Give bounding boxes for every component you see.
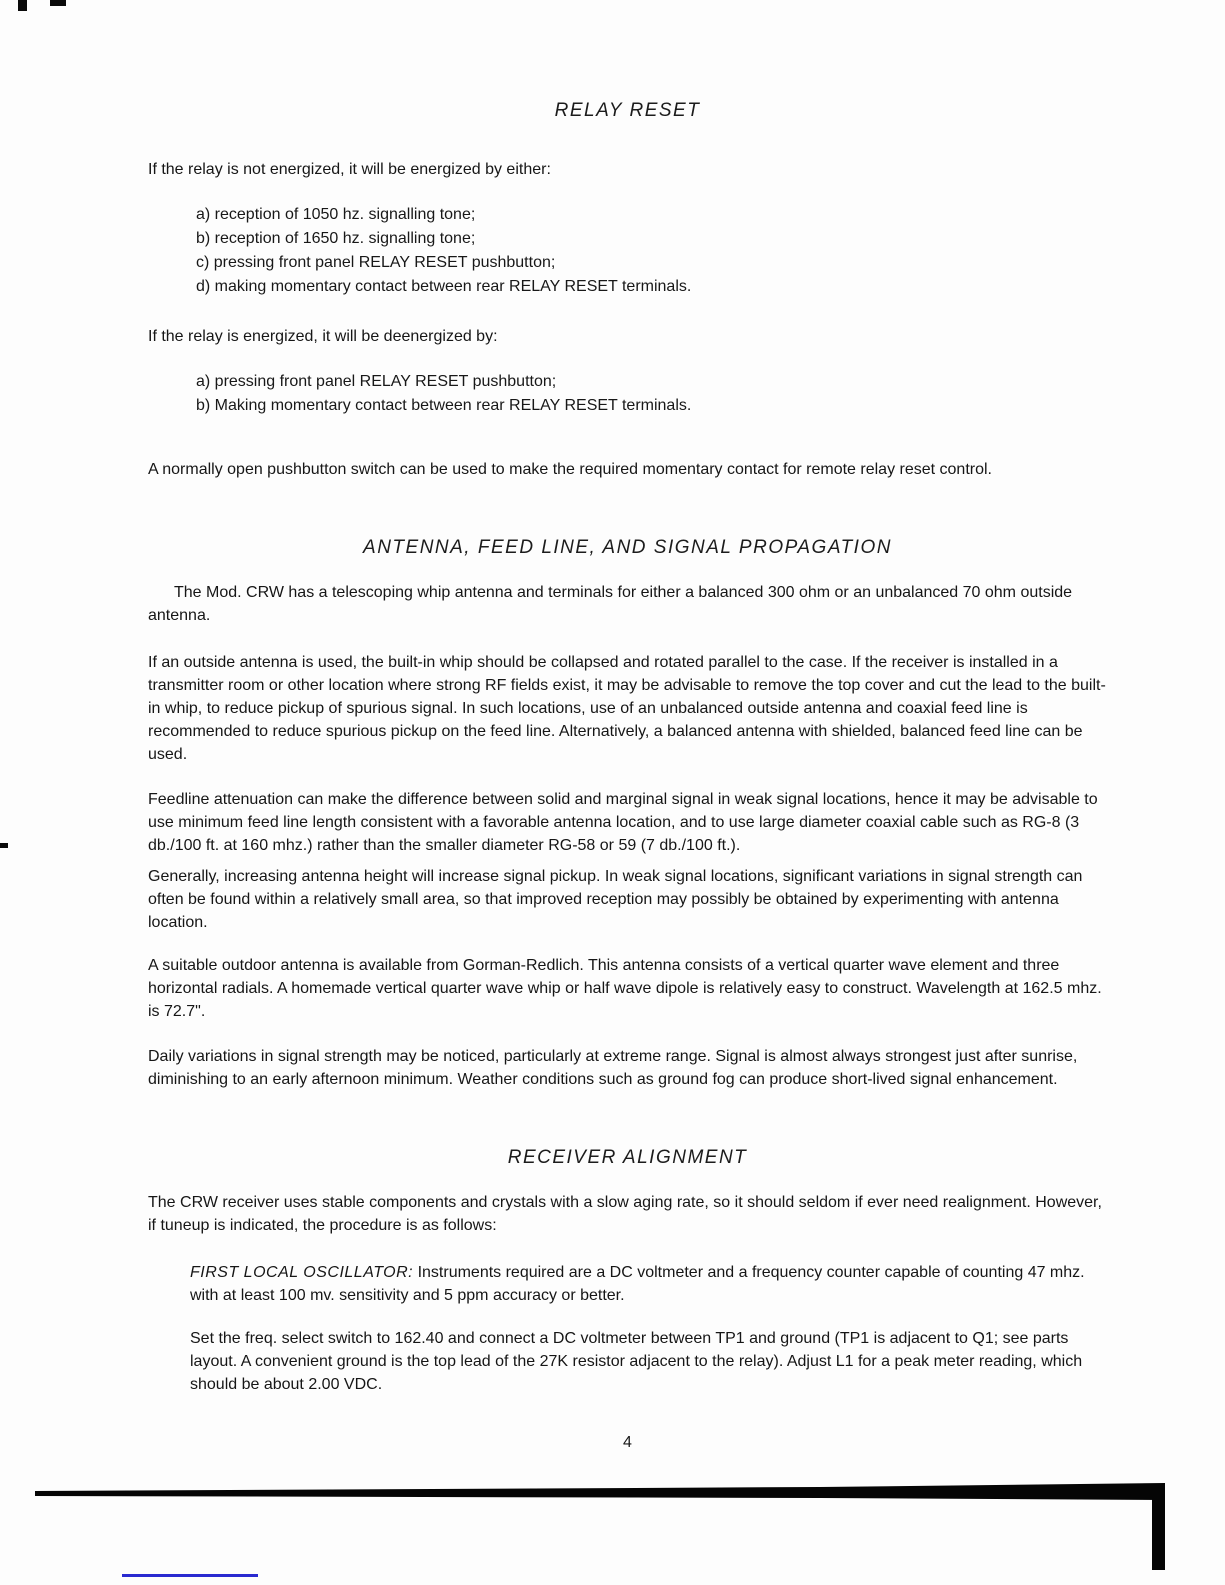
list-item: b) reception of 1650 hz. signalling tone; [196, 230, 476, 247]
paragraph-antenna-6: Daily variations in signal strength may be noticed, particularly at extreme range. Signal is almost always strongest just after sunrise, diminishing to an early afternoon minimum. Weather conditions such as ground fog can produce short-lived signal enhancement. [148, 1048, 1078, 1088]
scan-artifact-top-left-2 [50, 0, 66, 6]
scan-artifact-left-edge [0, 843, 8, 848]
scan-artifact-bottom-bar [0, 1478, 1225, 1585]
paragraph-antenna-4: Generally, increasing antenna height will increase signal pickup. In weak signal locations, significant variations in signal strength can often be found within a relatively small area, so that improved reception may possibly be obtained by experimenting with antenna location. [148, 868, 1083, 931]
list-item: b) Making momentary contact between rear RELAY RESET terminals. [196, 397, 692, 414]
scan-artifact-blue-underline [122, 1574, 258, 1577]
paragraph-alignment-1: The CRW receiver uses stable components and crystals with a slow aging rate, so it should seldom if ever need realignment. However, if tuneup is indicated, the procedure is as follows: [148, 1194, 1102, 1234]
paragraph-first-local-oscillator [148, 1261, 1107, 1307]
paragraph-relay-note: A normally open pushbutton switch can be used to make the required momentary contact for remote relay reset control. [148, 461, 992, 478]
paragraph-lead-in: FIRST LOCAL OSCILLATOR: [190, 1264, 414, 1281]
paragraph-relay-intro-2: If the relay is energized, it will be deenergized by: [148, 328, 498, 345]
list-item: a) reception of 1050 hz. signalling tone; [196, 206, 476, 223]
page-number: 4 [623, 1434, 632, 1451]
paragraph-antenna-5: A suitable outdoor antenna is available from Gorman-Redlich. This antenna consists of a vertical quarter wave element and three horizontal radials. A homemade vertical quarter wave whip or half wave dipole is relatively easy to construct. Wavelength at 162.5 mhz. is 72.7". [148, 957, 1102, 1020]
paragraph-alignment-3: Set the freq. select switch to 162.40 and connect a DC voltmeter between TP1 and ground (TP1 is adjacent to Q1; see parts layout. A convenient ground is the top lead of the 27K resistor adjacent to the relay). Adjust L1 for a peak meter reading, which should be about 2.00 VDC. [190, 1330, 1083, 1393]
paragraph-antenna-2: If an outside antenna is used, the built-in whip should be collapsed and rotated parallel to the case. If the receiver is installed in a transmitter room or other location where strong RF fields exist, it may be advisable to remove the top cover and cut the lead to the built-in whip, to reduce pickup of spurious signal. In such locations, use of an unbalanced outside antenna and coaxial feed line is recommended to reduce spurious pickup on the feed line. Alternatively, a balanced antenna with shielded, balanced feed line can be used. [148, 654, 1106, 763]
list-item: a) pressing front panel RELAY RESET pushbutton; [196, 373, 557, 390]
list-deenergized-conditions [148, 370, 1107, 418]
section-title-receiver-alignment: RECEIVER ALIGNMENT [507, 1147, 748, 1168]
list-item: d) making momentary contact between rear RELAY RESET terminals. [196, 278, 692, 295]
paragraph-antenna-3: Feedline attenuation can make the difference between solid and marginal signal in weak signal locations, hence it may be advisable to use minimum feed line length consistent with a favorable antenna location, and to use large diameter coaxial cable such as RG-8 (3 db./100 ft. at 160 mhz.) rather than the smaller diameter RG-58 or 59 (7 db./100 ft.). [148, 791, 1098, 854]
paragraph-relay-intro-1: If the relay is not energized, it will be energized by either: [148, 161, 551, 178]
paragraph-lead-rest: Instruments required are a DC voltmeter and a frequency counter capable of counting 47 mhz. with at least 100 mv. sensitivity and 5 ppm accuracy or better. [190, 1264, 1085, 1304]
list-item: c) pressing front panel RELAY RESET pushbutton; [196, 254, 556, 271]
section-title-antenna: ANTENNA, FEED LINE, AND SIGNAL PROPAGATION [363, 537, 892, 558]
list-energized-conditions [148, 203, 1107, 299]
section-title-relay-reset: RELAY RESET [554, 100, 701, 121]
scan-artifact-top-left-1 [18, 0, 27, 11]
paragraph-antenna-1: The Mod. CRW has a telescoping whip antenna and terminals for either a balanced 300 ohm or an unbalanced 70 ohm outside antenna. [148, 584, 1073, 624]
